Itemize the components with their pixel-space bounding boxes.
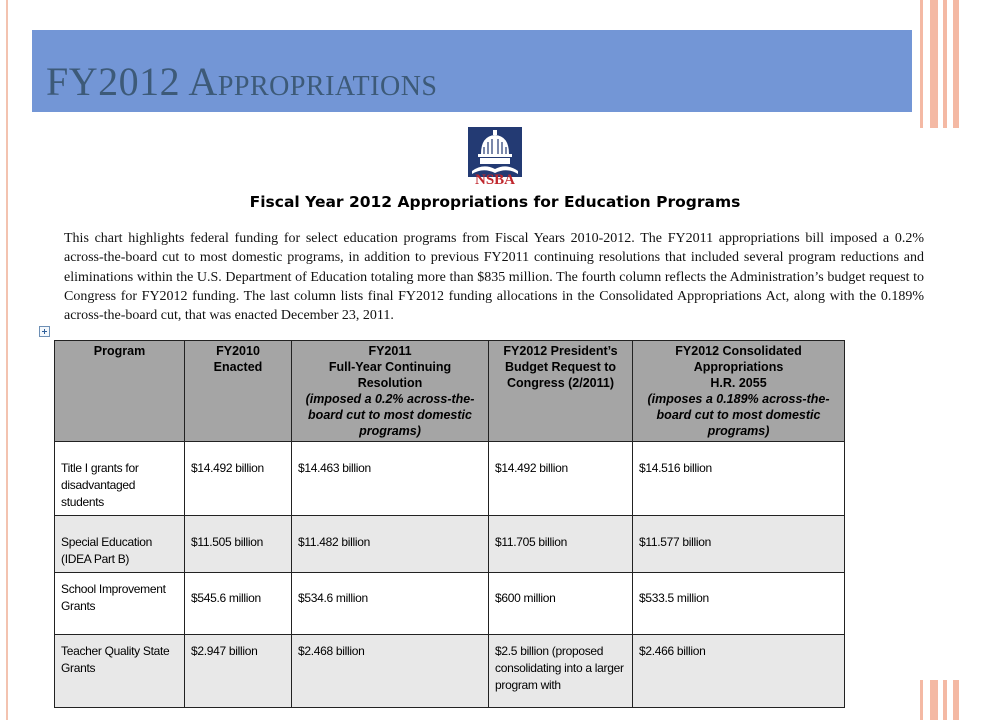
- table-row: [55, 635, 845, 708]
- right-border-stripes-top: [918, 0, 960, 128]
- slide-title: FY2012 Appropriations: [46, 59, 438, 104]
- cell-program: Teacher Quality State Grants: [55, 635, 185, 708]
- cell-value: $545.6 million: [185, 573, 292, 635]
- cell-value: $2.5 billion (proposed consolidating into a larger program with: [489, 635, 633, 708]
- cell-value: $11.505 billion: [185, 516, 292, 573]
- cell-value: $14.463 billion: [292, 442, 489, 516]
- cell-value: $11.577 billion: [633, 516, 845, 573]
- appropriations-table-wrap: [54, 340, 844, 692]
- table-row: [55, 442, 845, 516]
- cell-value: $2.947 billion: [185, 635, 292, 708]
- cell-program: Special Education (IDEA Part B): [55, 516, 185, 573]
- left-border-line: [6, 0, 8, 720]
- cell-value: $14.516 billion: [633, 442, 845, 516]
- right-border-stripes-bottom: [918, 680, 960, 720]
- table-header-row: [55, 341, 845, 442]
- header-program: Program: [55, 341, 185, 442]
- cell-value: $533.5 million: [633, 573, 845, 635]
- cell-value: $11.482 billion: [292, 516, 489, 573]
- appropriations-table: [54, 340, 845, 708]
- cell-value: $14.492 billion: [489, 442, 633, 516]
- header-fy2010: FY2010 Enacted: [185, 341, 292, 442]
- header-fy2012-request: FY2012 President’s Budget Request to Congress (2/2011): [489, 341, 633, 442]
- table-move-handle-icon[interactable]: [39, 326, 50, 337]
- document-intro: This chart highlights federal funding for select education programs from Fiscal Years 2010-2012. The FY2011 appropriations bill imposed a 0.2% across-the-board cut to most domestic programs, in addition to previous FY2011 continuing resolutions that included several program reductions and eliminations within the U.S. Department of Education totaling more than $835 million. The fourth column reflects the Administration’s budget request to Congress for FY2012 funding. The last column lists final FY2012 funding allocations in the Consolidated Appropriations Act, along with the 0.189% across-the-board cut, that was enacted December 23, 2011.: [64, 231, 924, 324]
- cell-value: $2.466 billion: [633, 635, 845, 708]
- cell-value: $2.468 billion: [292, 635, 489, 708]
- logo-text: NSBA: [474, 172, 515, 188]
- cell-program: School Improvement Grants: [55, 573, 185, 635]
- table-row: [55, 573, 845, 635]
- cell-value: $534.6 million: [292, 573, 489, 635]
- table-row: [55, 516, 845, 573]
- cell-value: $600 million: [489, 573, 633, 635]
- document-title: Fiscal Year 2012 Appropriations for Education Programs: [249, 193, 741, 211]
- cell-program: Title I grants for disadvantaged students: [55, 442, 185, 516]
- cell-value: $14.492 billion: [185, 442, 292, 516]
- header-fy2011: FY2011 Full-Year Continuing Resolution (imposed a 0.2% across-the- board cut to most domestic programs): [292, 341, 489, 442]
- header-fy2012-consolidated: FY2012 Consolidated Appropriations H.R. 2055 (imposes a 0.189% across-the- board cut to most domestic programs): [633, 341, 845, 442]
- cell-value: $11.705 billion: [489, 516, 633, 573]
